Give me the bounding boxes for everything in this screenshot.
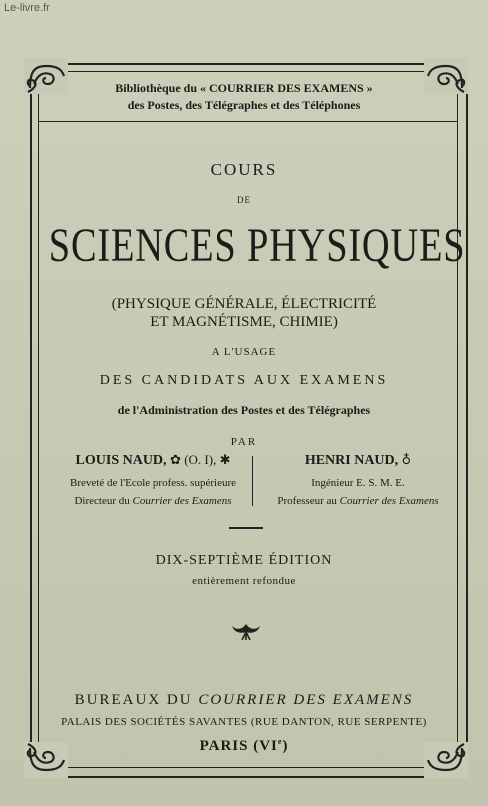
publisher-city bbox=[0, 737, 488, 755]
administration-line: de l'Administration des Postes et des Télégraphes bbox=[117, 403, 371, 417]
author-role-prefix: Professeur au bbox=[277, 495, 340, 507]
author-role-journal: Courrier des Examens bbox=[339, 495, 439, 507]
series-subtitle: des Postes, des Télégraphes et des Téléphones bbox=[127, 98, 361, 112]
author-name bbox=[58, 452, 248, 469]
subtitle-line2: ET MAGNÉTISME, CHIMIE) bbox=[150, 314, 338, 330]
author-divider bbox=[252, 456, 253, 506]
edition-note: entièrement refondue bbox=[192, 575, 296, 587]
author-role-prefix: Directeur du bbox=[74, 495, 133, 507]
cours-heading: COURS bbox=[210, 160, 278, 179]
author-credential: Breveté de l'Ecole profess. supérieure bbox=[70, 477, 236, 489]
usage-label: A L'USAGE bbox=[211, 346, 277, 358]
author-role bbox=[58, 495, 248, 507]
author-role-journal: Courrier des Examens bbox=[132, 495, 232, 507]
author-name-text: LOUIS NAUD, bbox=[75, 453, 167, 468]
publisher-journal: COURRIER DES EXAMENS bbox=[198, 692, 414, 708]
publisher-prefix: BUREAUX DU bbox=[74, 692, 199, 708]
book-title: SCIENCES PHYSIQUES bbox=[48, 219, 466, 272]
author-role bbox=[258, 495, 458, 507]
edition-label: DIX-SEPTIÈME ÉDITION bbox=[155, 553, 333, 568]
header-rule bbox=[38, 121, 458, 122]
author-name-text: HENRI NAUD, bbox=[304, 453, 399, 468]
publisher-line bbox=[0, 692, 488, 709]
subtitle-line1: (PHYSIQUE GÉNÉRALE, ÉLECTRICITÉ bbox=[111, 296, 377, 312]
watermark: Le-livre.fr bbox=[4, 2, 50, 14]
author-name bbox=[258, 452, 458, 469]
city-close: ) bbox=[282, 738, 289, 754]
fleuron-ornament-icon bbox=[228, 620, 264, 642]
audience-line: DES CANDIDATS AUX EXAMENS bbox=[99, 373, 389, 388]
decoration-icons: ✿ (O. I), ✱ bbox=[170, 452, 231, 467]
decoration-icons: ♁ bbox=[401, 452, 412, 467]
short-rule bbox=[229, 527, 263, 529]
par-label: PAR bbox=[230, 436, 258, 448]
publisher-address: PALAIS DES SOCIÉTÉS SAVANTES (RUE DANTON, RUE SERPENTE) bbox=[61, 716, 427, 728]
city-text: PARIS (VI bbox=[199, 738, 278, 754]
series-title: Bibliothèque du « COURRIER DES EXAMENS » bbox=[115, 81, 373, 95]
author-credential: Ingénieur E. S. M. E. bbox=[311, 477, 405, 489]
city-superscript: e bbox=[277, 737, 283, 746]
de-word: DE bbox=[237, 195, 251, 205]
